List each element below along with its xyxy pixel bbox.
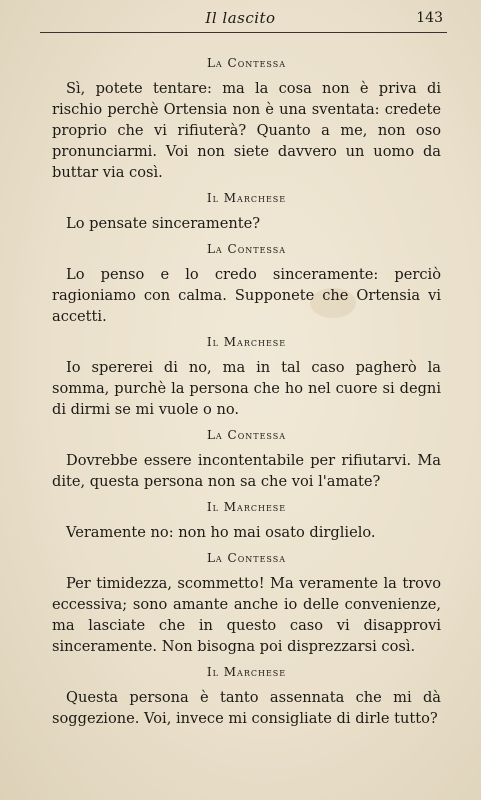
speaker-name: La Contessa (206, 551, 287, 565)
dialogue-content (52, 48, 441, 735)
speaker-name: Il Marchese (206, 665, 287, 679)
running-title: Il lascito (205, 9, 276, 27)
speaker-name: Il Marchese (206, 191, 287, 205)
speaker-name: La Contessa (206, 242, 287, 256)
header-rule (40, 32, 447, 33)
speech-text: Questa persona è tanto assennata che mi dà soggezione. Voi, invece mi consigliate di dirle tutto? (52, 689, 441, 727)
speech-text: Per timidezza, scommetto! Ma veramente la trovo eccessiva; sono amante anche io delle convenienze, ma lasciate che in questo caso vi disapprovi sinceramente. Non bisogna poi disprezzarsi così. (52, 575, 441, 655)
speech-text: Io spererei di no, ma in tal caso pagherò la somma, purchè la persona che ho nel cuore si degni di dirmi se mi vuole o no. (52, 359, 441, 418)
speaker-name: La Contessa (206, 56, 287, 70)
speech-text: Veramente no: non ho mai osato dirglielo. (66, 524, 376, 541)
page-number: 143 (416, 10, 443, 26)
speech-text: Sì, potete tentare: ma la cosa non è priva di rischio perchè Ortensia non è una sventata: credete proprio che vi rifiuterà? Quanto a me, non oso pronunciarmi. Voi non siete davvero un uomo da buttar via così. (52, 80, 441, 181)
speech-text: Lo pensate sinceramente? (66, 215, 261, 232)
speaker-name: Il Marchese (206, 335, 287, 349)
speech-text: Lo penso e lo credo sinceramente: perciò ragioniamo con calma. Supponete che Ortensia vi accetti. (52, 266, 441, 325)
speech-text: Dovrebbe essere incontentabile per rifiutarvi. Ma dite, questa persona non sa che voi l'amate? (52, 452, 441, 490)
speaker-name: Il Marchese (206, 500, 287, 514)
speaker-name: La Contessa (206, 428, 287, 442)
